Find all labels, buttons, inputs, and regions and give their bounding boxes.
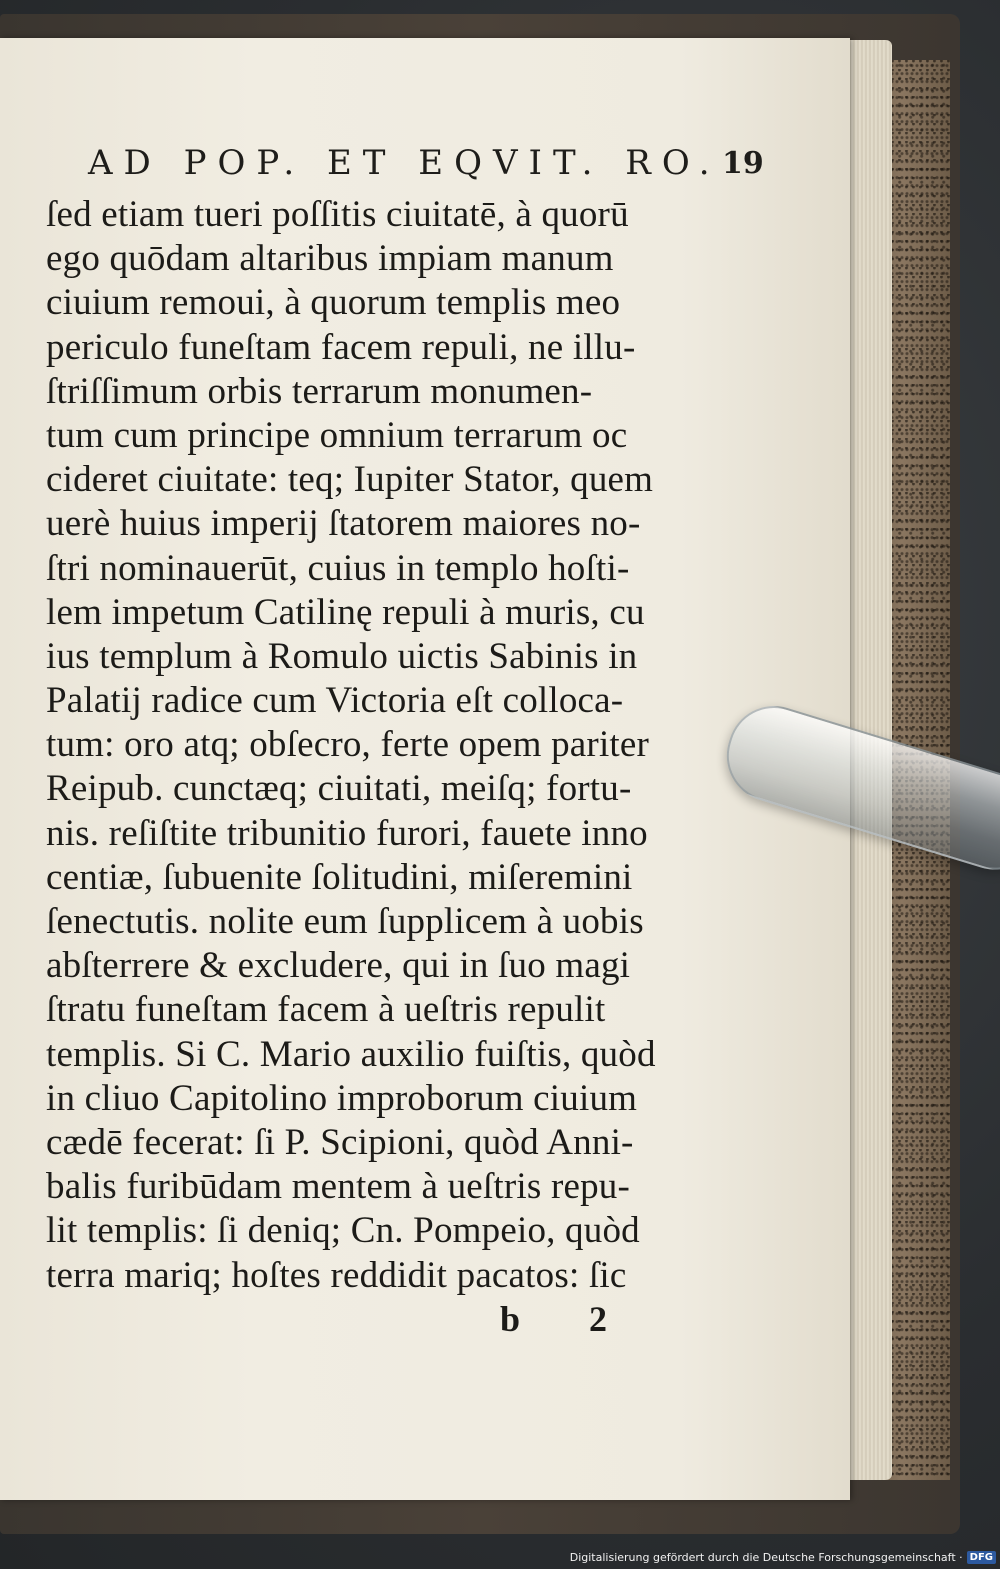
text-line: terra mariq; hoſtes reddidit pacatos: ſic xyxy=(46,1254,627,1296)
text-line: ſed etiam tueri poſſitis ciuitatē, à quorū xyxy=(46,194,629,235)
text-line: tum cum principe omnium terrarum oc xyxy=(46,414,628,456)
text-line: ſtriſſimum orbis terrarum monumen- xyxy=(46,370,593,412)
text-line: in cliuo Capitolino improborum ciuium xyxy=(46,1077,638,1119)
text-line: tum: oro atq; obſecro, ferte opem pariter xyxy=(46,724,650,766)
text-line: periculo funeſtam facem repuli, ne illu- xyxy=(46,326,636,368)
text-line: uerè huius imperij ſtatorem maiores no- xyxy=(46,503,641,545)
signature-mark: b 2 xyxy=(500,1299,638,1339)
text-line: lit templis: ſi deniq; Cn. Pompeio, quòd xyxy=(46,1210,640,1252)
text-line: cideret ciuitate: teq; Iupiter Stator, quem xyxy=(46,459,654,501)
text-line: ſenectutis. nolite eum ſupplicem à uobis xyxy=(46,901,644,942)
text-line: ſtratu funeſtam facem à ueſtris repulit xyxy=(46,989,606,1031)
text-line: ius templum à Romulo uictis Sabinis in xyxy=(46,635,638,677)
text-line: lem impetum Catilinę repuli à muris, cu xyxy=(46,591,645,633)
text-line: centiæ, ſubuenite ſolitudini, miſeremini xyxy=(46,856,633,898)
text-line: Reipub. cunctæq; ciuitati, meiſq; fortu- xyxy=(46,768,632,810)
text-line: ego quōdam altaribus impiam manum xyxy=(46,238,614,280)
dfg-logo: DFG xyxy=(967,1551,996,1564)
text-line: nis. reſiſtite tribunitio furori, fauete inno xyxy=(46,812,648,854)
text-line: ſtri nominauerūt, cuius in templo hoſti- xyxy=(46,547,630,589)
text-line: cædē fecerat: ſi P. Scipioni, quòd Anni- xyxy=(46,1121,634,1163)
text-line: abſterrere & excludere, qui in ſuo magi xyxy=(46,945,631,987)
text-line: Palatij radice cum Victoria eſt colloca- xyxy=(46,680,624,722)
text-line: balis furibūdam mentem à ueſtris repu- xyxy=(46,1166,631,1208)
text-line: ciuium remoui, à quorum templis meo xyxy=(46,282,621,324)
body-text xyxy=(46,193,726,1298)
credit-text: Digitalisierung gefördert durch die Deutsche Forschungsgemeinschaft · xyxy=(569,1550,963,1564)
folio-number: 19 xyxy=(722,146,764,181)
running-head: AD POP. ET EQVIT. RO. xyxy=(88,143,721,183)
digitization-credit xyxy=(570,1547,996,1567)
text-line: templis. Si C. Mario auxilio fuiſtis, quòd xyxy=(46,1033,656,1075)
